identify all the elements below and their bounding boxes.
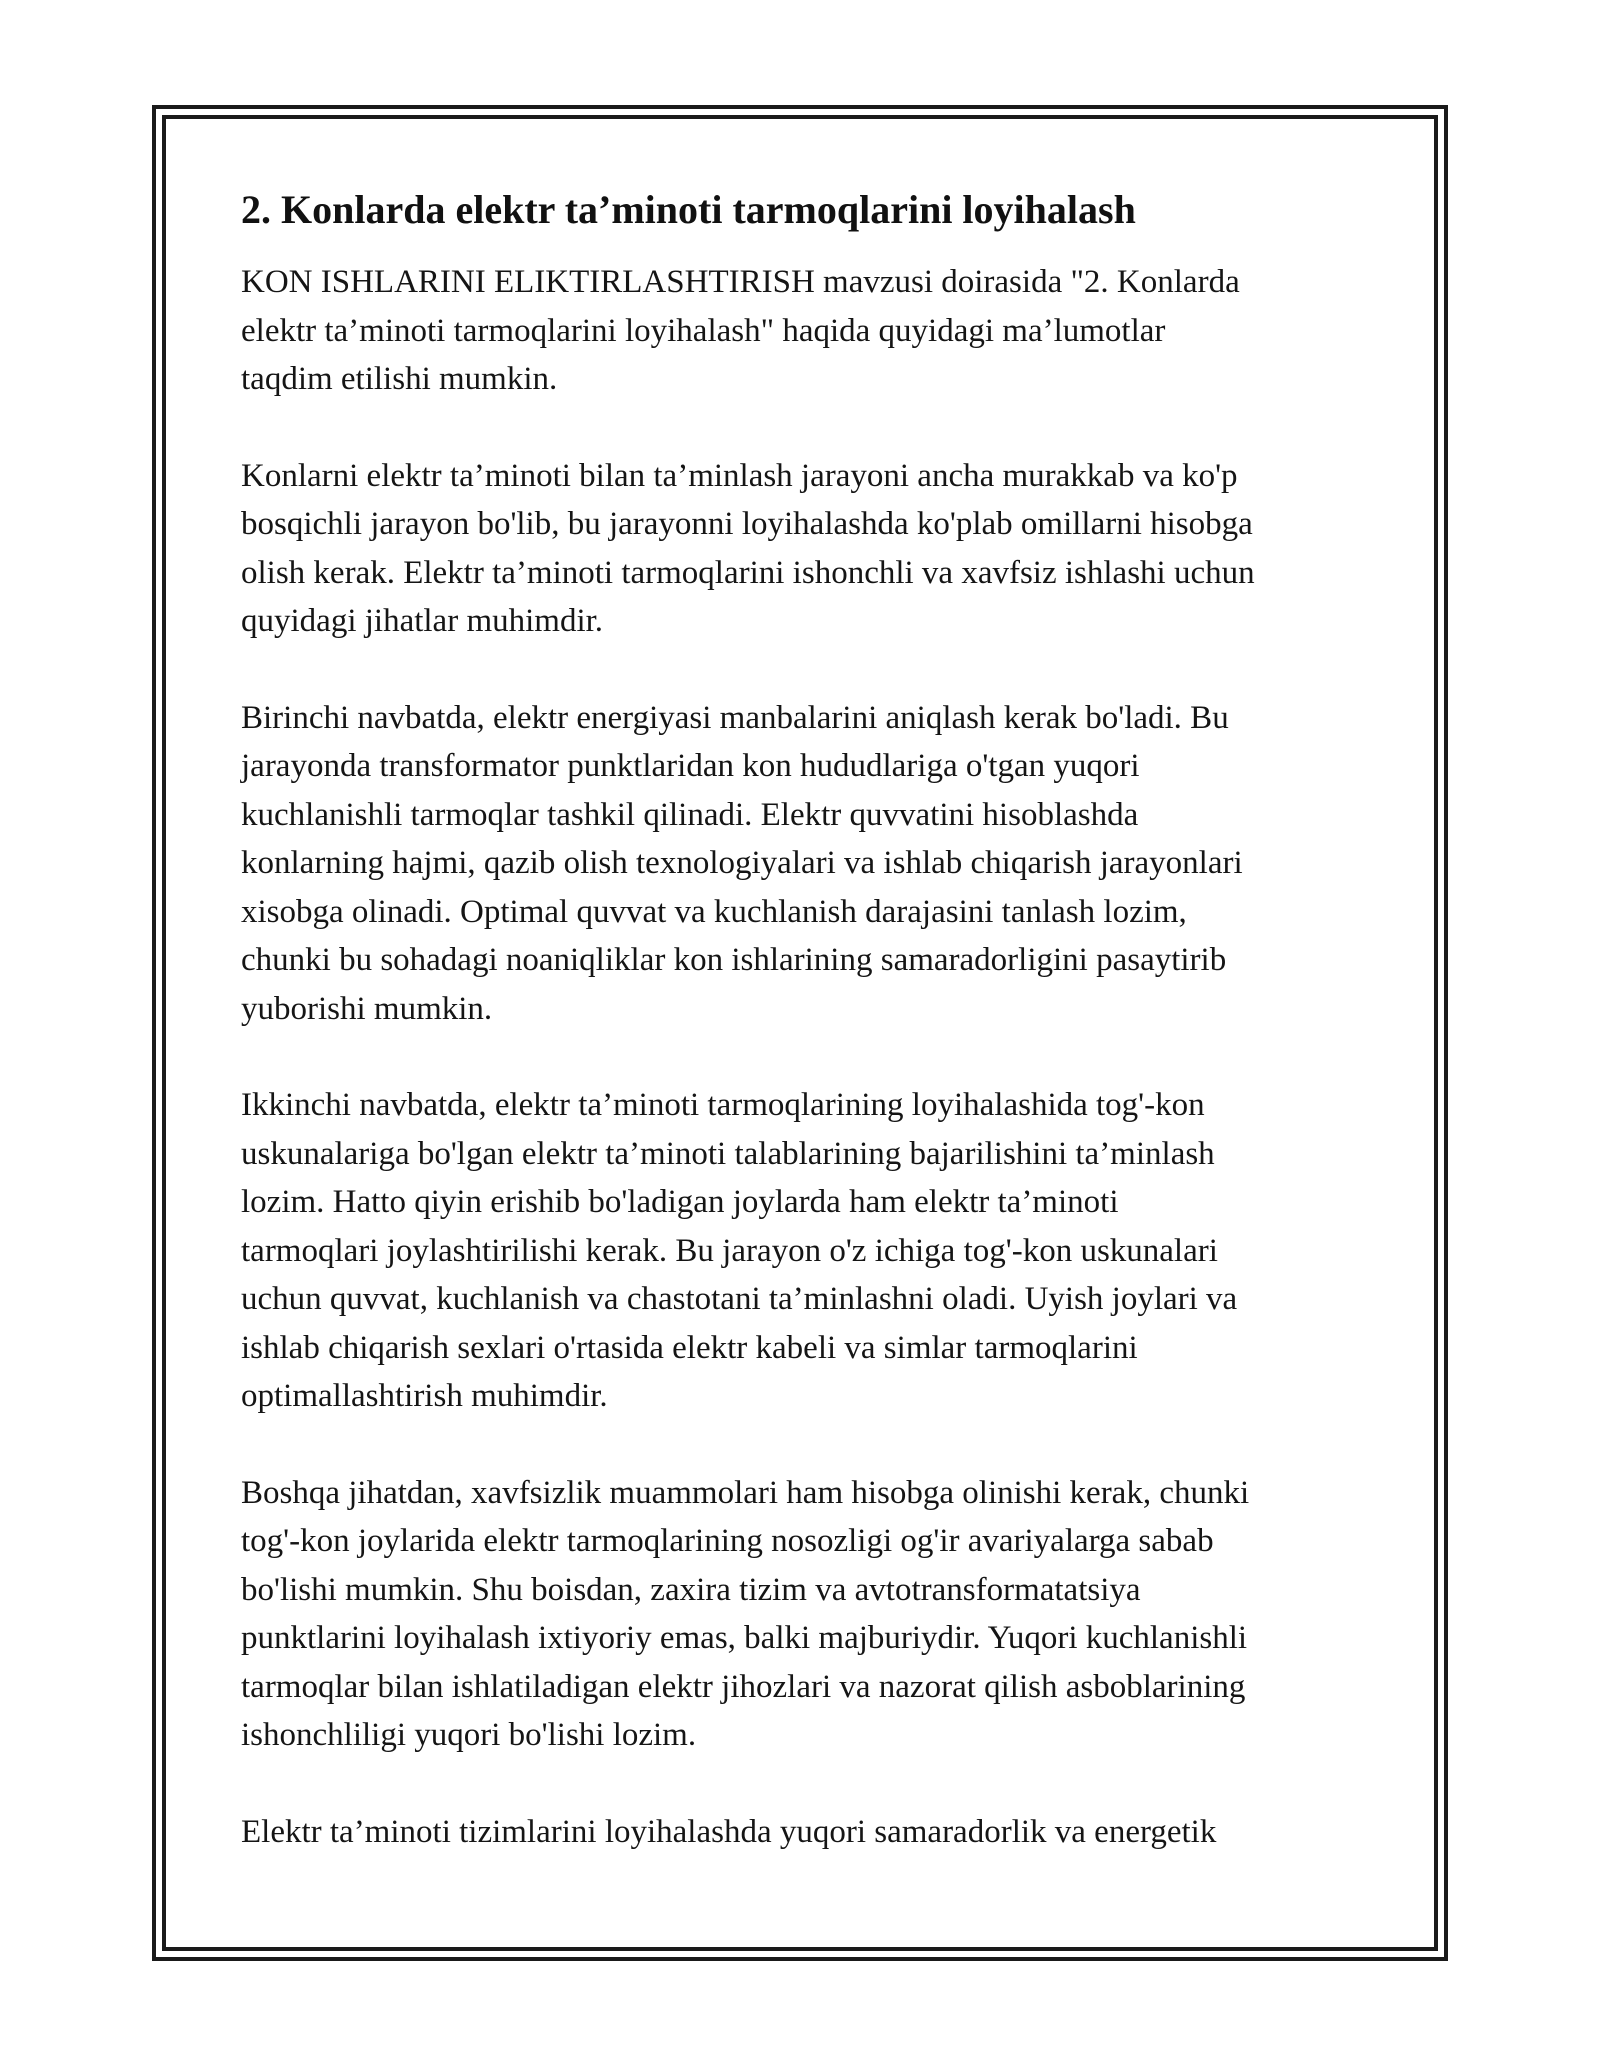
text-line: lozim. Hatto qiyin erishib bo'ladigan joylarda ham elektr ta’minoti [241,1184,1119,1220]
text-line: yuborishi mumkin. [241,990,493,1027]
text-line: bosqichli jarayon bo'lib, bu jarayonni loyihalashda ko'plab omillarni hisobga [241,506,1253,542]
text-line: uchun quvvat, kuchlanish va chastotani ta’minlashni oladi. Uyish joylari va [241,1281,1238,1317]
text-line: punktlarini loyihalash ixtiyoriy emas, balki majburiydir. Yuqori kuchlanishli [241,1620,1248,1656]
document-body [241,184,1381,1904]
text-line: Birinchi navbatda, elektr energiyasi manbalarini aniqlash kerak bo'ladi. Bu [241,699,1229,736]
text-line: ishonchliligi yuqori bo'lishi lozim. [241,1717,697,1753]
text-line: tog'-kon joylarida elektr tarmoqlarining nosozligi og'ir avariyalarga sabab [241,1523,1214,1559]
text-line: tarmoqlari joylashtirilishi kerak. Bu jarayon o'z ichiga tog'-kon uskunalari [241,1232,1218,1269]
text-line: elektr ta’minoti tarmoqlarini loyihalash" haqida quyidagi ma’lumotlar [241,312,1166,349]
text-line: Ikkinchi navbatda, elektr ta’minoti tarmoqlarining loyihalashida tog'-kon [241,1087,1205,1123]
page-title: 2. Konlarda elektr ta’minoti tarmoqlarini loyihalash [241,187,1136,232]
paragraph-efficiency [241,1808,1381,1857]
text-line: kuchlanishli tarmoqlar tashkil qilinadi. Elektr quvvatini hisoblashda [241,796,1139,833]
text-line: olish kerak. Elektr ta’minoti tarmoqlarini ishonchli va xavfsiz ishlashi uchun [241,554,1255,591]
text-line: tarmoqlar bilan ishlatiladigan elektr jihozlari va nazorat qilish asboblarining [241,1668,1246,1705]
text-line: chunki bu sohadagi noaniqliklar kon ishlarining samaradorligini pasaytirib [241,942,1227,978]
paragraph-second-point [241,1081,1381,1421]
text-line: Boshqa jihatdan, xavfsizlik muammolari ham hisobga olinishi kerak, chunki [241,1474,1250,1511]
text-line: uskunalariga bo'lgan elektr ta’minoti talablarining bajarilishini ta’minlash [241,1135,1215,1172]
text-line: Konlarni elektr ta’minoti bilan ta’minlash jarayoni ancha murakkab va ko'p [241,457,1238,494]
text-line: bo'lishi mumkin. Shu boisdan, zaxira tizim va avtotransformatatsiya [241,1571,1141,1608]
paragraph-safety [241,1469,1381,1760]
text-line: Elektr ta’minoti tizimlarini loyihalashda yuqori samaradorlik va energetik [241,1813,1217,1850]
text-line: ishlab chiqarish sexlari o'rtasida elektr kabeli va simlar tarmoqlarini [241,1329,1138,1366]
text-line: konlarning hajmi, qazib olish texnologiyalari va ishlab chiqarish jarayonlari [241,845,1243,881]
text-line: taqdim etilishi mumkin. [241,361,558,397]
paragraph-overview [241,452,1381,646]
page-border-inner [162,115,1438,1951]
text-line: optimallashtirish muhimdir. [241,1378,608,1414]
paragraph-first-point [241,694,1381,1034]
text-line: KON ISHLARINI ELIKTIRLASHTIRISH mavzusi doirasida "2. Konlarda [241,264,1240,300]
text-line: jarayonda transformator punktlaridan kon hududlariga o'tgan yuqori [241,748,1140,784]
text-line: quyidagi jihatlar muhimdir. [241,603,604,639]
paragraph-intro [241,258,1381,404]
page-border [152,105,1448,1961]
text-line: xisobga olinadi. Optimal quvvat va kuchlanish darajasini tanlash lozim, [241,893,1187,930]
